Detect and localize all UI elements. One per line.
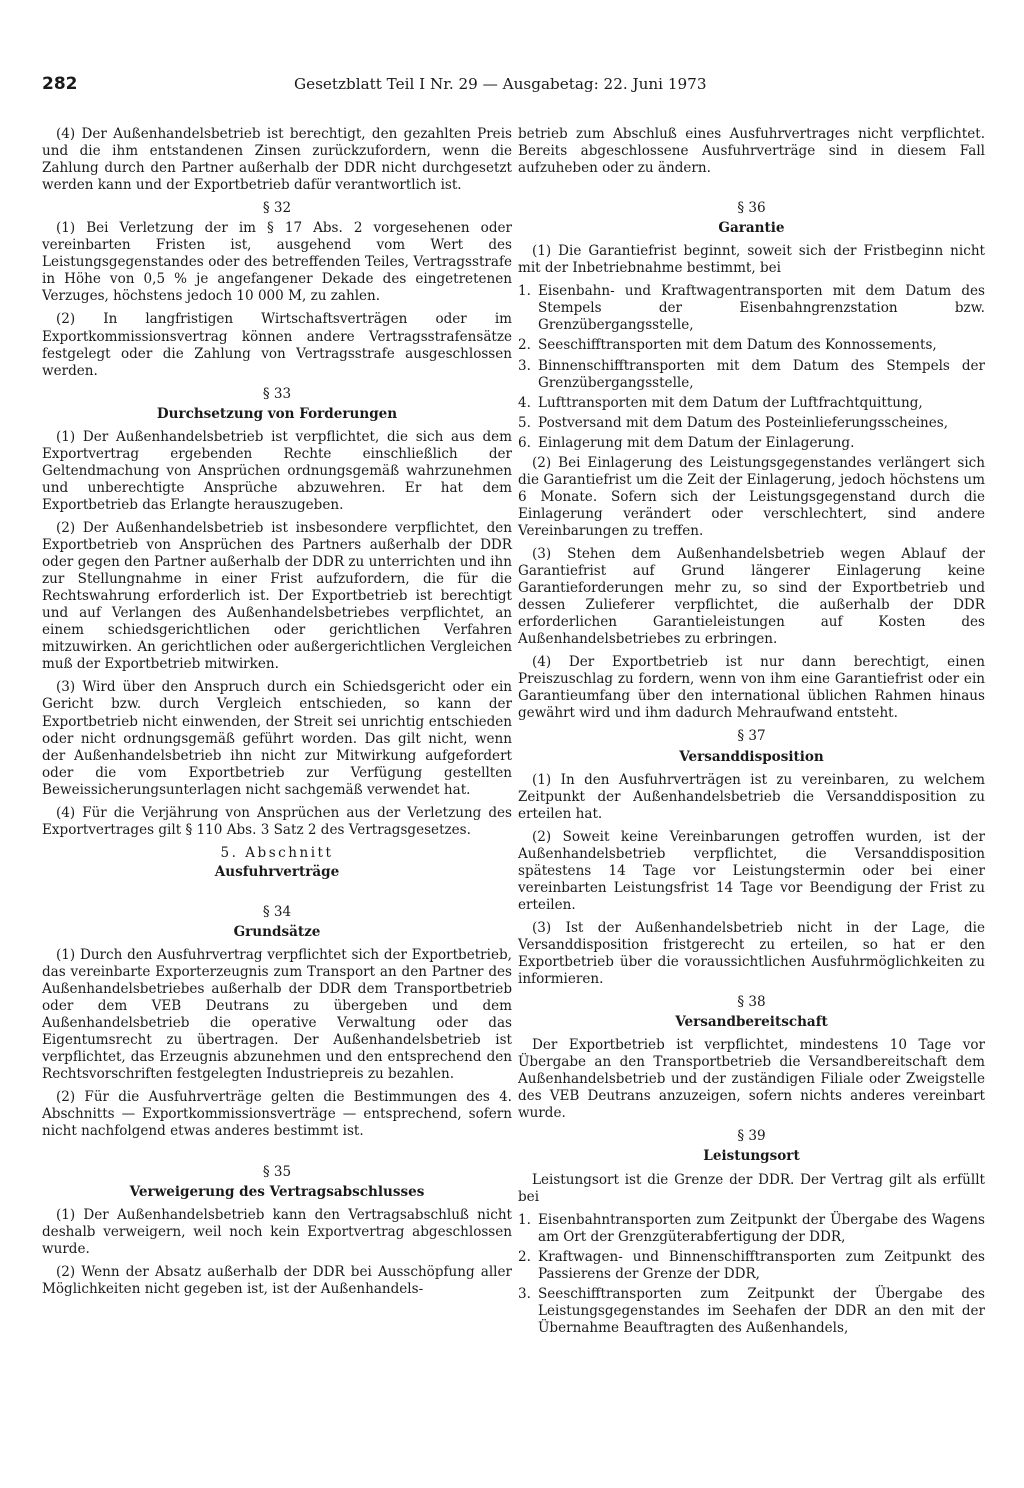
list-item: 2. Kraftwagen- und Binnenschifftransporten zum Zeitpunkt des Passierens der Grenze der DDR, xyxy=(518,1248,985,1282)
spacer xyxy=(42,887,512,901)
paragraph: (4) Der Außenhandelsbetrieb ist berechtigt, den gezahlten Preis und die ihm entstandenen Zinsen zurückzufordern, wenn die Zahlung durch den Partner außerhalb der DDR nicht durchgesetzt werden kann und der Exportbetrieb dafür verantwortlich ist. xyxy=(42,126,512,194)
paragraph: (1) Der Außenhandelsbetrieb kann den Vertragsabschluß nicht deshalb verweigern, weil noch kein Exportvertrag abgeschlossen wurde. xyxy=(42,1206,512,1257)
paragraph: (2) Der Außenhandelsbetrieb ist insbesondere verpflichtet, den Exportbetrieb von Ansprüchen des Partners außerhalb der DDR oder gegen den Partner außerhalb der DDR zu unterrichten und ihn zur Stellungnahme in einer Frist aufzufordern, die für die Rechtswahrung erforderlich ist. Der Exportbetrieb ist berechtigt und auf Verlangen des Außenhandelsbetriebes verpflichtet, an einem schiedsgerichtlichen oder gerichtlichen Verfahren mitzuwirken. An gerichtlichen oder außergerichtlichen Vergleichen muß der Exportbetrieb mitwirken. xyxy=(42,519,512,673)
list-item: 5. Postversand mit dem Datum des Posteinlieferungsscheines, xyxy=(518,414,949,431)
paragraph: (2) Für die Ausfuhrverträge gelten die Bestimmungen des 4. Abschnitts — Exportkommissionsverträge — entsprechend, sofern nicht nachfolgend etwas anderes bestimmt ist. xyxy=(42,1089,512,1140)
section-number: § 33 xyxy=(262,385,292,402)
section-title: Leistungsort xyxy=(703,1148,800,1165)
right-column xyxy=(518,126,985,1340)
paragraph: Der Exportbetrieb ist verpflichtet, mindestens 10 Tage vor Übergabe an den Transportbetrieb die Versandbereitschaft dem Außenhandelsbetrieb und der zuständigen Filiale oder Zweigstelle des VEB Deutrans anzuzeigen, sofern nichts anderes vereinbart wurde. xyxy=(518,1037,985,1122)
paragraph: (3) Wird über den Anspruch durch ein Schiedsgericht oder ein Gericht bzw. durch Vergleich entschieden, so kann der Exportbetrieb nicht einwenden, der Streit sei unrichtig entschieden oder nicht ordnungsgemäß geführt worden. Das gilt nicht, wenn der Außenhandelsbetrieb ihn nicht zur Mitwirkung aufgefordert oder die vom Exportbetrieb zur Verfügung gestellten Beweissicherungsunterlagen nicht sachgemäß verwendet hat. xyxy=(42,679,512,798)
page-header xyxy=(42,74,982,102)
numbered-list xyxy=(518,283,985,451)
section-title: Versandbereitschaft xyxy=(675,1014,828,1031)
page-number: 282 xyxy=(42,74,78,94)
paragraph: (2) In langfristigen Wirtschaftsverträgen oder im Exportkommissionsvertrag können andere Vertragsstrafensätze festgelegt oder die Zahlung von Vertragsstrafe ausgeschlossen werden. xyxy=(42,311,512,379)
paragraph: (1) Die Garantiefrist beginnt, soweit sich der Fristbeginn nicht mit der Inbetriebnahme bestimmt, bei xyxy=(518,243,985,277)
list-item: 4. Lufttransporten mit dem Datum der Luftfrachtquittung, xyxy=(518,394,923,411)
section-number: § 34 xyxy=(262,903,292,920)
paragraph: (1) Durch den Ausfuhrvertrag verpflichtet sich der Exportbetrieb, das vereinbarte Exporterzeugnis zum Transport an den Partner des Außenhandelsbetriebes außerhalb der DDR dem Transportbetrieb oder dem VEB Deutrans zu übergeben und dem Außenhandelsbetrieb die operative Verwaltung oder das Eigentumsrecht zu übertragen. Der Außenhandelsbetrieb ist verpflichtet, das Erzeugnis abzunehmen und den entsprechend den Rechtsvorschriften festgelegten Industriepreis zu bezahlen. xyxy=(42,947,512,1083)
paragraph: (4) Für die Verjährung von Ansprüchen aus der Verletzung des Exportvertrages gilt § 110 Abs. 3 Satz 2 des Vertragsgesetzes. xyxy=(42,804,512,838)
list-item: 3. Binnenschifftransporten mit dem Datum des Stempels der Grenzübergangsstelle, xyxy=(518,357,985,391)
chapter-heading: 5. Abschnitt xyxy=(220,844,334,861)
spacer xyxy=(518,183,985,197)
section-title: Verweigerung des Vertragsabschlusses xyxy=(129,1183,425,1200)
paragraph: (2) Wenn der Absatz außerhalb der DDR bei Ausschöpfung aller Möglichkeiten nicht gegeben ist, ist der Außenhandels- xyxy=(42,1263,512,1297)
list-item: 3. Seeschifftransporten zum Zeitpunkt der Übergabe des Leistungsgegenstandes im Seehafen der DDR an den mit der Übernahme Beauftragten des Außenhandels, xyxy=(518,1285,985,1336)
list-item: 1. Eisenbahn- und Kraftwagentransporten mit dem Datum des Stempels der Eisenbahngrenzstation bzw. Grenzübergangsstelle, xyxy=(518,283,985,334)
paragraph: betrieb zum Abschluß eines Ausfuhrvertrages nicht verpflichtet. Bereits abgeschlossene Ausfuhrverträge sind in diesem Fall aufzuheben oder zu ändern. xyxy=(518,126,985,177)
section-number: § 39 xyxy=(737,1128,766,1145)
list-item: 1. Eisenbahntransporten zum Zeitpunkt der Übergabe des Wagens am Ort der Grenzgüterabfertigung der DDR, xyxy=(518,1211,985,1245)
paragraph: Leistungsort ist die Grenze der DDR. Der Vertrag gilt als erfüllt bei xyxy=(518,1171,985,1205)
paragraph: (1) Der Außenhandelsbetrieb ist verpflichtet, die sich aus dem Exportvertrag ergebenden Rechte einschließlich der Geltendmachung von Ansprüchen ordnungsgemäß wahrzunehmen und unberechtigte Ansprüche abzuwehren. Er hat dem Exportbetrieb das Erlangte herauszugeben. xyxy=(42,428,512,513)
paragraph: (4) Der Exportbetrieb ist nur dann berechtigt, einen Preiszuschlag zu fordern, wenn von ihm eine Garantiefrist oder ein Garantieumfang über den international üblichen Rahmen hinaus gewährt wird und ihm dadurch Mehraufwand entsteht. xyxy=(518,654,985,722)
numbered-list xyxy=(518,1212,985,1337)
section-number: § 37 xyxy=(737,728,766,745)
gazette-header: Gesetzblatt Teil I Nr. 29 — Ausgabetag: 22. Juni 1973 xyxy=(294,75,707,93)
section-number: § 38 xyxy=(737,994,766,1011)
paragraph: (3) Stehen dem Außenhandelsbetrieb wegen Ablauf der Garantiefrist auf Grund längerer Einlagerung keine Garantieforderungen mehr zu, so sind der Exportbetrieb und dessen Zulieferer verpflichtet, die außerhalb der DDR erforderlichen Garantieleistungen auf Kosten des Außenhandelsbetriebes zu erbringen. xyxy=(518,545,985,648)
left-column xyxy=(42,126,512,1304)
paragraph: (1) In den Ausfuhrverträgen ist zu vereinbaren, zu welchem Zeitpunkt der Außenhandelsbetrieb die Versanddisposition zu erteilen hat. xyxy=(518,771,985,822)
section-title: Garantie xyxy=(718,220,785,237)
chapter-title: Ausfuhrverträge xyxy=(214,863,340,880)
paragraph: (2) Bei Einlagerung des Leistungsgegenstandes verlängert sich die Garantiefrist um die Zeit der Einlagerung, jedoch höchstens um 6 Monate. Sofern sich der Leistungsgegenstand durch die Einlagerung verändert oder verschlechtert, sind andere Vereinbarungen zu treffen. xyxy=(518,454,985,539)
section-number: § 32 xyxy=(262,200,292,217)
paragraph: (1) Bei Verletzung der im § 17 Abs. 2 vorgesehenen oder vereinbarten Fristen ist, ausgehend vom Wert des Leistungsgegenstandes oder des betreffenden Teiles, Vertragsstrafe in Höhe von 0,5 % je angefangener Dekade des eingetretenen Verzuges, höchstens jedoch 10 000 M, zu zahlen. xyxy=(42,220,512,305)
section-number: § 35 xyxy=(262,1163,292,1180)
section-title: Versanddisposition xyxy=(679,748,824,765)
paragraph: (2) Soweit keine Vereinbarungen getroffen wurden, ist der Außenhandelsbetrieb verpflichtet, die Versanddisposition spätestens 14 Tage vor Leistungstermin oder bei einer vereinbarten Leistungsfrist 14 Tage vor Beendigung der Frist zu erteilen. xyxy=(518,828,985,913)
section-number: § 36 xyxy=(737,200,766,217)
section-title: Durchsetzung von Forderungen xyxy=(156,405,398,422)
spacer xyxy=(42,1147,512,1161)
list-item: 2. Seeschifftransporten mit dem Datum des Konnossements, xyxy=(518,337,937,354)
paragraph: (3) Ist der Außenhandelsbetrieb nicht in der Lage, die Versanddisposition fristgerecht zu erteilen, so hat er den Exportbetrieb über die voraussichtlichen Ausfuhrmöglichkeiten zu informieren. xyxy=(518,919,985,988)
list-item: 6. Einlagerung mit dem Datum der Einlagerung. xyxy=(518,434,855,451)
section-title: Grundsätze xyxy=(233,923,321,940)
